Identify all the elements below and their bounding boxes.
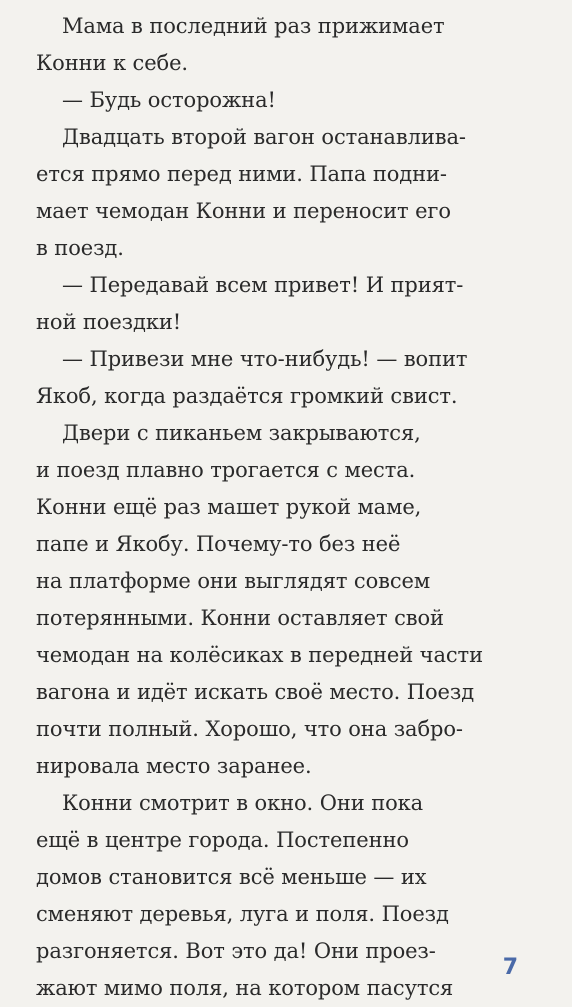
text-line: ещё в центре города. Постепенно [36,828,409,852]
text-line: папе и Якобу. Почему-то без неё [36,532,401,556]
text-line: на платформе они выглядят совсем [36,569,431,593]
page-number: 7 [502,955,518,980]
text-line: — Привези мне что-нибудь! — вопит [62,347,468,371]
text-line: чемодан на колёсиках в передней части [36,643,483,667]
text-line: домов становится всё меньше — их [36,865,427,889]
text-line: — Передавай всем привет! И прият- [62,273,464,297]
text-line: Конни к себе. [36,51,188,75]
text-line: ной поездки! [36,310,182,334]
text-line: Двадцать второй вагон останавлива- [62,125,466,149]
text-line: Конни смотрит в окно. Они пока [62,791,424,815]
text-line: Конни ещё раз машет рукой маме, [36,495,422,519]
text-line: нировала место заранее. [36,754,312,778]
text-line: и поезд плавно трогается с места. [36,458,416,482]
text-line: Якоб, когда раздаётся громкий свист. [36,384,458,408]
text-line: мает чемодан Конни и переносит его [36,199,451,223]
text-line: — Будь осторожна! [62,88,276,112]
text-line: ется прямо перед ними. Папа подни- [36,162,447,186]
text-line: вагона и идёт искать своё место. Поезд [36,680,475,704]
text-line: Мама в последний раз прижимает [62,14,445,38]
text-line: разгоняется. Вот это да! Они проез- [36,939,436,963]
text-line: почти полный. Хорошо, что она забро- [36,717,463,741]
text-line: жают мимо поля, на котором пасутся [36,976,454,1000]
text-line: потерянными. Конни оставляет свой [36,606,444,630]
text-line: в поезд. [36,236,124,260]
text-line: Двери с пиканьем закрываются, [62,421,421,445]
body-text [36,8,536,1007]
text-line: сменяют деревья, луга и поля. Поезд [36,902,449,926]
